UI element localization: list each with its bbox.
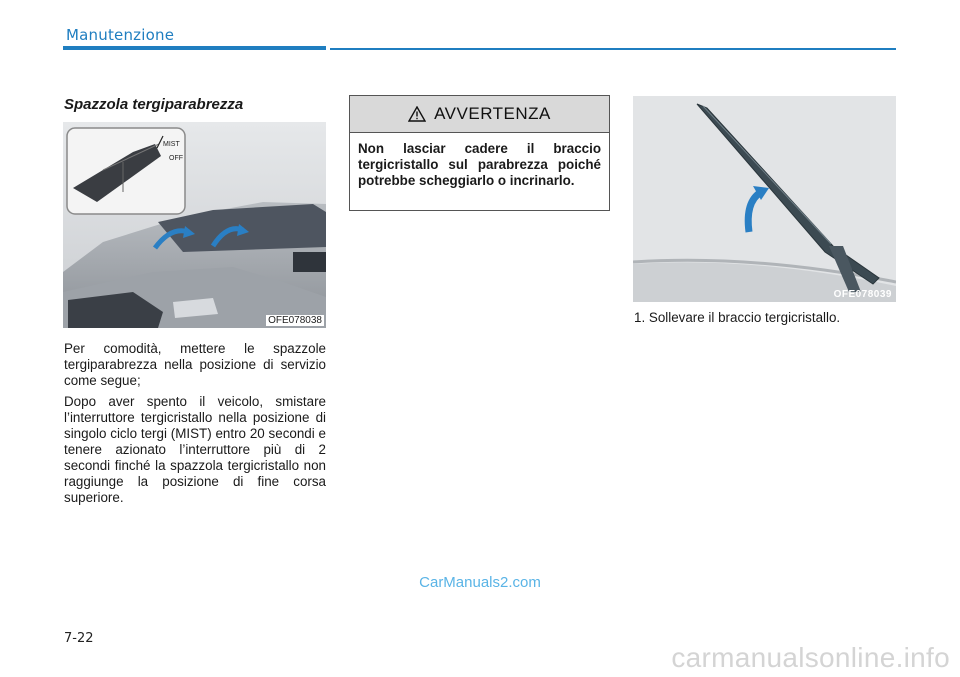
watermark-link[interactable]: CarManuals2.com <box>419 574 541 591</box>
switch-label-mist: MIST <box>163 141 180 148</box>
header-title: Manutenzione <box>66 26 175 44</box>
figure-car-wipers <box>63 122 326 328</box>
warning-box <box>349 95 610 211</box>
page-number: 7-22 <box>64 631 94 646</box>
switch-label-off: OFF <box>169 155 183 162</box>
header-bar-left <box>63 46 326 50</box>
header-bar-right <box>330 48 896 50</box>
warning-header <box>350 96 609 133</box>
figure-wiper-arm <box>633 96 896 302</box>
section-title: Spazzola tergiparabrezza <box>64 96 244 113</box>
body-paragraph-1: Per comodità, mettere le spazzole tergiparabrezza nella posizione di servizio come segue; <box>64 341 326 388</box>
footer-watermark: carmanualsonline.info <box>671 642 950 673</box>
warning-text: Non lasciar cadere il braccio tergicristallo sul parabrezza poiché potrebbe scheggiarlo o incrinarlo. <box>358 141 601 188</box>
body-paragraph-2: Dopo aver spento il veicolo, smistare l’interruttore tergicristallo nella posizione di singolo ciclo tergi (MIST) entro 20 secondi e tenere azionato l’interruttore più di 2 secondi finché la spazzola tergicristallo non raggiunge la posizione di fine corsa superiore. <box>64 394 326 505</box>
wiper-arm-illustration <box>633 96 896 302</box>
figure-code: OFE078039 <box>833 289 892 300</box>
figure-code: OFE078038 <box>268 315 322 326</box>
step-1: 1. Sollevare il braccio tergicristallo. <box>634 310 841 325</box>
warning-triangle-icon <box>408 106 426 122</box>
warning-title: AVVERTENZA <box>434 104 551 123</box>
car-illustration <box>63 122 326 328</box>
